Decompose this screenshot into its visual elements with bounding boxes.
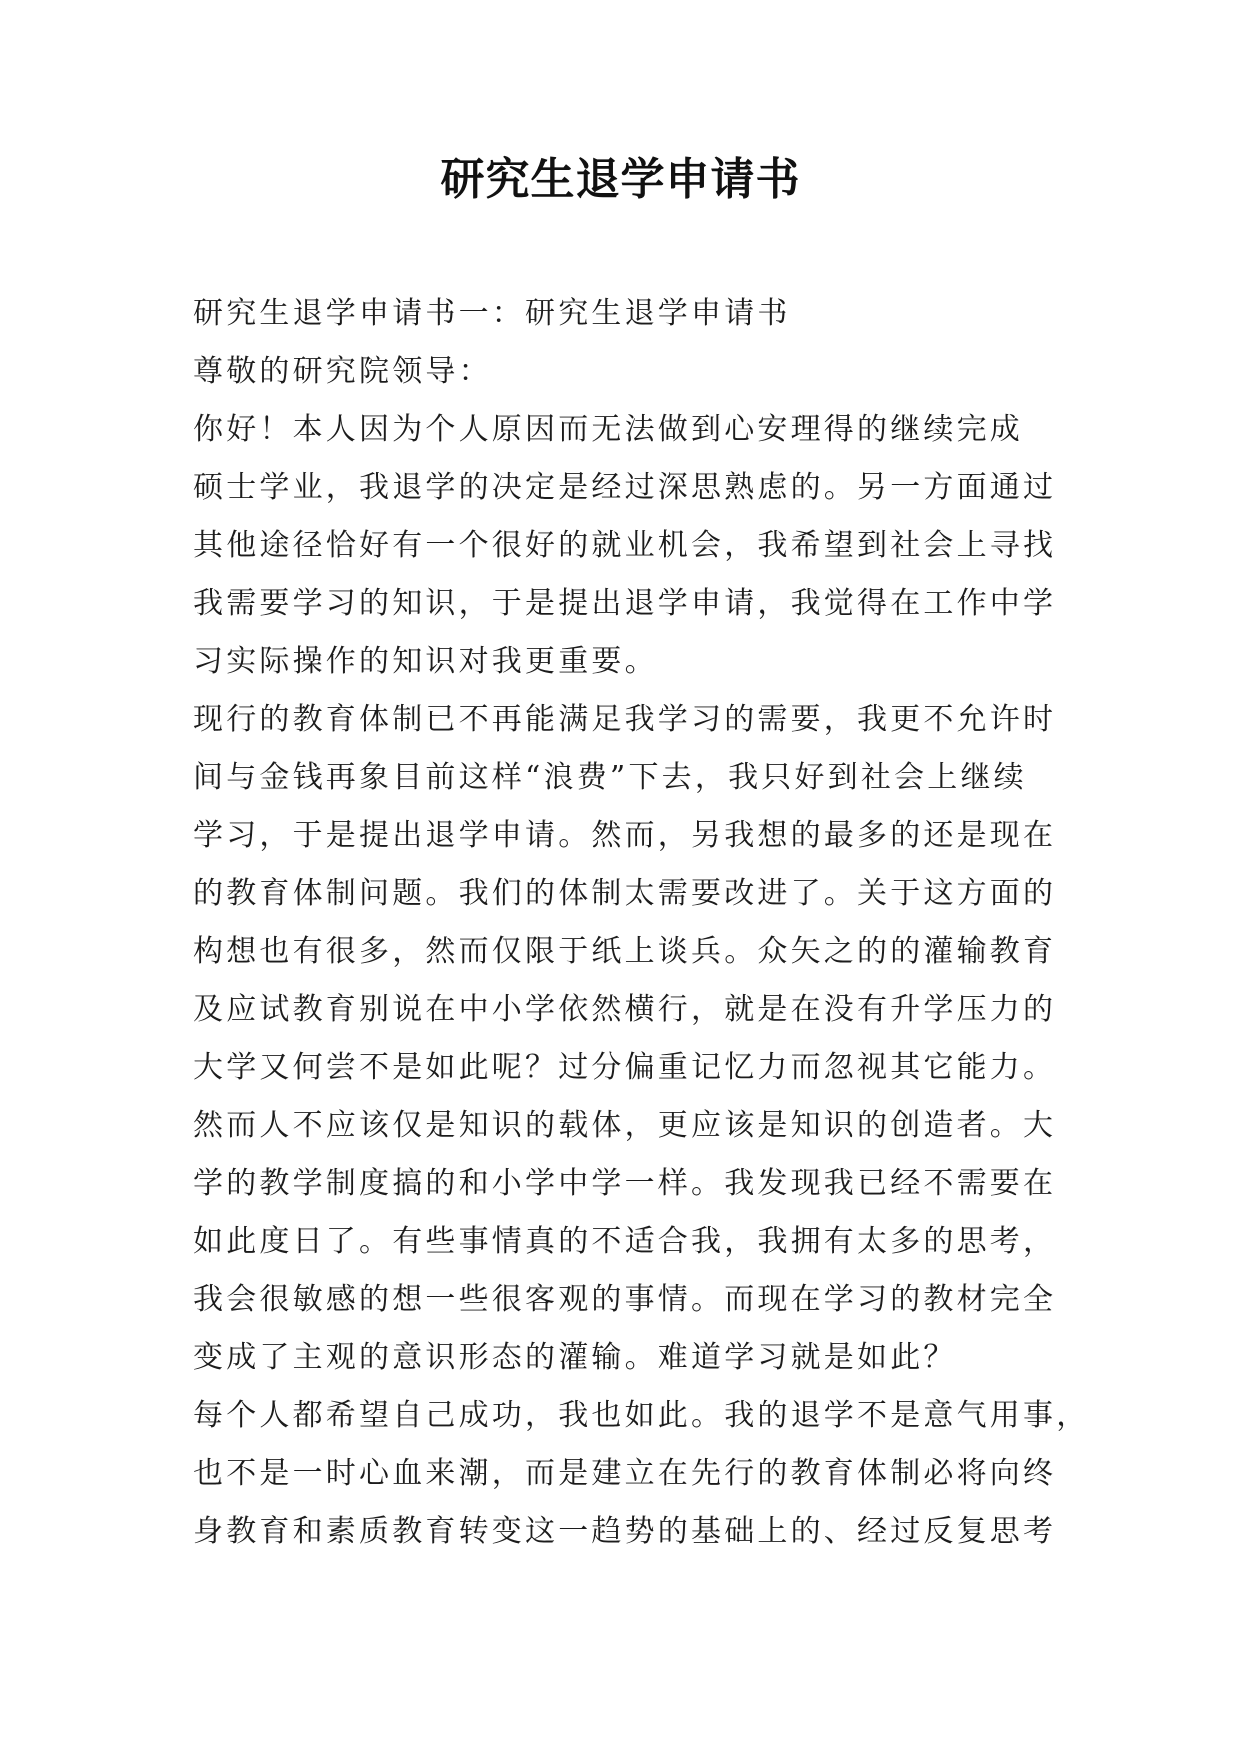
text-line: 尊敬的研究院领导： [193,354,492,389]
text-line: 然而人不应该仅是知识的载体，更应该是知识的创造者。大 [193,1108,1057,1143]
text-line: 变成了主观的意识形态的灌输。难道学习就是如此？ [193,1340,957,1375]
text-line: 我需要学习的知识，于是提出退学申请，我觉得在工作中学 [193,586,1057,621]
text-line: 现行的教育体制已不再能满足我学习的需要，我更不允许时 [193,702,1057,737]
text-line: 每个人都希望自己成功，我也如此。我的退学不是意气用事， [193,1398,1090,1433]
text-line: 习实际操作的知识对我更重要。 [193,644,658,679]
text-line: 如此度日了。有些事情真的不适合我，我拥有太多的思考， [193,1224,1057,1259]
text-line: 研究生退学申请书一：研究生退学申请书 [193,296,791,331]
text-line: 你好！本人因为个人原因而无法做到心安理得的继续完成 [193,412,1023,447]
text-line: 间与金钱再象目前这样“浪费”下去，我只好到社会上继续 [193,760,1027,795]
text-line: 其他途径恰好有一个很好的就业机会，我希望到社会上寻找 [193,528,1057,563]
text-line: 学习，于是提出退学申请。然而，另我想的最多的还是现在 [193,818,1057,853]
text-line: 也不是一时心血来潮，而是建立在先行的教育体制必将向终 [193,1456,1057,1491]
text-line: 硕士学业，我退学的决定是经过深思熟虑的。另一方面通过 [193,470,1057,505]
text-line: 及应试教育别说在中小学依然横行，就是在没有升学压力的 [193,992,1057,1027]
text-line: 的教育体制问题。我们的体制太需要改进了。关于这方面的 [193,876,1057,911]
text-line: 构想也有很多，然而仅限于纸上谈兵。众矢之的的灌输教育 [193,934,1057,969]
document-body [193,285,1090,1561]
text-line: 学的教学制度搞的和小学中学一样。我发现我已经不需要在 [193,1166,1057,1201]
text-line: 我会很敏感的想一些很客观的事情。而现在学习的教材完全 [193,1282,1057,1317]
document-title: 研究生退学申请书 [440,154,801,205]
text-line: 大学又何尝不是如此呢？过分偏重记忆力而忽视其它能力。 [193,1050,1057,1085]
text-line: 身教育和素质教育转变这一趋势的基础上的、经过反复思考 [193,1514,1057,1549]
